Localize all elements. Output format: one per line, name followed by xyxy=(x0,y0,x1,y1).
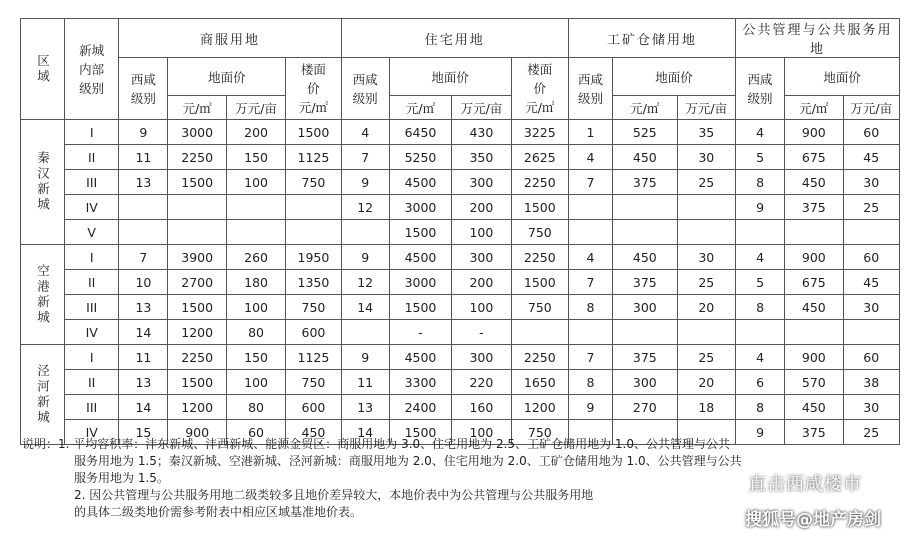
unit-header: 元/㎡ xyxy=(613,96,678,120)
value-cell: 4 xyxy=(569,145,613,170)
value-cell: 30 xyxy=(843,295,899,320)
value-cell xyxy=(569,220,613,245)
land-price-header: 地面价 xyxy=(613,58,736,96)
value-cell: 270 xyxy=(613,395,678,420)
value-cell xyxy=(286,220,341,245)
value-cell: 900 xyxy=(168,420,226,445)
value-cell: 1200 xyxy=(168,395,226,420)
value-cell xyxy=(168,220,226,245)
value-cell: 1500 xyxy=(168,370,226,395)
land-price-header: 地面价 xyxy=(785,58,900,96)
value-cell: 375 xyxy=(613,170,678,195)
value-cell: 7 xyxy=(119,245,168,270)
value-cell: 12 xyxy=(341,270,389,295)
value-cell: 5 xyxy=(735,145,784,170)
value-cell: 150 xyxy=(226,145,285,170)
level-cell: I xyxy=(65,245,119,270)
value-cell: 14 xyxy=(341,420,389,445)
level-cell: I xyxy=(65,345,119,370)
value-cell: 100 xyxy=(452,295,511,320)
level-cell: IV xyxy=(65,195,119,220)
value-cell xyxy=(168,195,226,220)
value-cell: 80 xyxy=(226,320,285,345)
value-cell: 375 xyxy=(613,270,678,295)
level-cell: III xyxy=(65,170,119,195)
value-cell: - xyxy=(389,320,451,345)
watermark-text: 直击西咸楼市 xyxy=(748,474,862,495)
value-cell: 375 xyxy=(613,345,678,370)
value-cell xyxy=(119,220,168,245)
group-commercial: 商服用地 xyxy=(119,19,341,58)
value-cell: 30 xyxy=(843,170,899,195)
value-cell: 1500 xyxy=(389,420,451,445)
unit-header: 元/㎡ xyxy=(785,96,843,120)
value-cell: 2250 xyxy=(168,145,226,170)
value-cell: 1500 xyxy=(168,295,226,320)
unit-header: 万元/亩 xyxy=(452,96,511,120)
xian-level-header: 西咸级别 xyxy=(341,58,389,120)
region-header: 区域 xyxy=(21,19,65,120)
value-cell: 45 xyxy=(843,145,899,170)
value-cell: 8 xyxy=(735,395,784,420)
value-cell: 13 xyxy=(119,370,168,395)
value-cell: 375 xyxy=(785,195,843,220)
value-cell: 900 xyxy=(785,245,843,270)
value-cell: 2400 xyxy=(389,395,451,420)
value-cell: 160 xyxy=(452,395,511,420)
value-cell: 14 xyxy=(119,395,168,420)
value-cell xyxy=(569,320,613,345)
value-cell: 4 xyxy=(735,345,784,370)
value-cell: - xyxy=(452,320,511,345)
value-cell: 38 xyxy=(843,370,899,395)
value-cell: 1200 xyxy=(511,395,568,420)
value-cell: 13 xyxy=(119,295,168,320)
value-cell: 9 xyxy=(735,420,784,445)
value-cell: 9 xyxy=(341,170,389,195)
value-cell: 9 xyxy=(119,120,168,145)
value-cell xyxy=(785,320,843,345)
value-cell: 180 xyxy=(226,270,285,295)
value-cell: 300 xyxy=(452,170,511,195)
value-cell: 100 xyxy=(226,370,285,395)
value-cell: 300 xyxy=(452,345,511,370)
value-cell xyxy=(677,220,735,245)
table-row xyxy=(21,395,900,420)
region-cell: 空港新城 xyxy=(21,245,65,345)
value-cell: 100 xyxy=(226,295,285,320)
value-cell: 100 xyxy=(226,170,285,195)
value-cell: 200 xyxy=(452,270,511,295)
value-cell: 6 xyxy=(735,370,784,395)
value-cell: 10 xyxy=(119,270,168,295)
group-public: 公共管理与公共服务用地 xyxy=(735,19,899,58)
value-cell: 100 xyxy=(452,420,511,445)
value-cell: 7 xyxy=(569,270,613,295)
unit-header: 元/㎡ xyxy=(389,96,451,120)
value-cell: 350 xyxy=(452,145,511,170)
value-cell: 200 xyxy=(452,195,511,220)
value-cell: 200 xyxy=(226,120,285,145)
level-cell: IV xyxy=(65,420,119,445)
unit-header: 万元/亩 xyxy=(677,96,735,120)
unit-header: 元/㎡ xyxy=(168,96,226,120)
value-cell xyxy=(511,320,568,345)
value-cell: 150 xyxy=(226,345,285,370)
value-cell: 1500 xyxy=(286,120,341,145)
value-cell: 300 xyxy=(613,295,678,320)
value-cell: 60 xyxy=(226,420,285,445)
table-body xyxy=(21,120,900,445)
value-cell: 1500 xyxy=(389,295,451,320)
value-cell: 750 xyxy=(286,295,341,320)
region-cell: 秦汉新城 xyxy=(21,120,65,245)
table-row xyxy=(21,245,900,270)
table-row xyxy=(21,145,900,170)
value-cell: 100 xyxy=(452,220,511,245)
value-cell xyxy=(286,195,341,220)
table-row xyxy=(21,270,900,295)
value-cell: 25 xyxy=(677,270,735,295)
value-cell: 450 xyxy=(613,145,678,170)
value-cell: 1500 xyxy=(511,270,568,295)
value-cell xyxy=(785,220,843,245)
value-cell: 4500 xyxy=(389,170,451,195)
value-cell xyxy=(735,320,784,345)
value-cell: 20 xyxy=(677,370,735,395)
table-row xyxy=(21,120,900,145)
value-cell: 14 xyxy=(119,320,168,345)
value-cell: 2250 xyxy=(168,345,226,370)
level-header: 新城内部级别 xyxy=(65,19,119,120)
value-cell: 4 xyxy=(735,120,784,145)
table-row xyxy=(21,220,900,245)
value-cell: 450 xyxy=(785,170,843,195)
unit-header: 万元/亩 xyxy=(843,96,899,120)
unit-header: 万元/亩 xyxy=(226,96,285,120)
value-cell xyxy=(677,320,735,345)
value-cell: 3000 xyxy=(168,120,226,145)
value-cell: 9 xyxy=(341,345,389,370)
value-cell: 60 xyxy=(843,245,899,270)
value-cell: 525 xyxy=(613,120,678,145)
value-cell: 1125 xyxy=(286,345,341,370)
value-cell: 30 xyxy=(677,245,735,270)
value-cell: 25 xyxy=(843,420,899,445)
value-cell: 1125 xyxy=(286,145,341,170)
value-cell: 13 xyxy=(341,395,389,420)
value-cell: 30 xyxy=(677,145,735,170)
value-cell: 570 xyxy=(785,370,843,395)
land-price-header: 地面价 xyxy=(168,58,286,96)
table-row xyxy=(21,295,900,320)
value-cell: 4 xyxy=(341,120,389,145)
value-cell: 900 xyxy=(785,120,843,145)
value-cell xyxy=(613,320,678,345)
value-cell xyxy=(735,220,784,245)
value-cell: 1500 xyxy=(511,195,568,220)
value-cell: 2625 xyxy=(511,145,568,170)
value-cell: 3000 xyxy=(389,270,451,295)
value-cell: 1500 xyxy=(168,170,226,195)
floor-price-header: 楼面价 元/㎡ xyxy=(286,58,341,120)
value-cell: 11 xyxy=(341,370,389,395)
value-cell: 35 xyxy=(677,120,735,145)
value-cell: 600 xyxy=(286,395,341,420)
table-row xyxy=(21,370,900,395)
value-cell: 13 xyxy=(119,170,168,195)
value-cell: 8 xyxy=(735,170,784,195)
value-cell: 2250 xyxy=(511,345,568,370)
value-cell: 4500 xyxy=(389,245,451,270)
table-row xyxy=(21,320,900,345)
table-row xyxy=(21,345,900,370)
note-line: 服务用地为 1.5；秦汉新城、空港新城、泾河新城：商服用地为 2.0、住宅用地为 2.0、工矿仓储用地为 1.0、公共管理与公共 xyxy=(74,454,742,468)
value-cell: 1200 xyxy=(168,320,226,345)
value-cell: 900 xyxy=(785,345,843,370)
value-cell: 7 xyxy=(341,145,389,170)
level-cell: III xyxy=(65,295,119,320)
value-cell: 5250 xyxy=(389,145,451,170)
value-cell: 15 xyxy=(119,420,168,445)
note-line: 服务用地为 1.5。 xyxy=(74,471,169,485)
value-cell: 750 xyxy=(286,170,341,195)
value-cell: 220 xyxy=(452,370,511,395)
value-cell: 25 xyxy=(677,345,735,370)
value-cell: 450 xyxy=(785,295,843,320)
region-cell: 泾河新城 xyxy=(21,345,65,445)
land-price-table xyxy=(20,18,900,445)
value-cell: 8 xyxy=(735,295,784,320)
xian-level-header: 西咸级别 xyxy=(735,58,784,120)
value-cell: 7 xyxy=(569,170,613,195)
value-cell: 300 xyxy=(613,370,678,395)
value-cell: 3300 xyxy=(389,370,451,395)
value-cell: 450 xyxy=(613,245,678,270)
note-line: 说明：1. 平均容积率：沣东新城、沣西新城、能源金贸区：商服用地为 3.0、住宅用地为 2.5、工矿仓储用地为 1.0、公共管理与公共 xyxy=(22,437,730,451)
xian-level-header: 西咸级别 xyxy=(569,58,613,120)
value-cell: 1650 xyxy=(511,370,568,395)
level-cell: I xyxy=(65,120,119,145)
value-cell: 600 xyxy=(286,320,341,345)
value-cell: 450 xyxy=(286,420,341,445)
value-cell: 750 xyxy=(511,295,568,320)
value-cell: 450 xyxy=(785,395,843,420)
value-cell: 675 xyxy=(785,145,843,170)
value-cell: 1 xyxy=(569,120,613,145)
value-cell: 7 xyxy=(569,345,613,370)
level-cell: II xyxy=(65,370,119,395)
level-cell: V xyxy=(65,220,119,245)
value-cell: 30 xyxy=(843,395,899,420)
value-cell: 6450 xyxy=(389,120,451,145)
value-cell: 14 xyxy=(341,295,389,320)
value-cell: 260 xyxy=(226,245,285,270)
value-cell: 375 xyxy=(785,420,843,445)
value-cell: 4 xyxy=(569,245,613,270)
land-price-header: 地面价 xyxy=(389,58,511,96)
table-row xyxy=(21,195,900,220)
value-cell xyxy=(226,220,285,245)
value-cell: 2250 xyxy=(511,170,568,195)
value-cell: 4500 xyxy=(389,345,451,370)
value-cell: 300 xyxy=(452,245,511,270)
value-cell: 4 xyxy=(735,245,784,270)
value-cell xyxy=(226,195,285,220)
value-cell: 11 xyxy=(119,145,168,170)
value-cell: 8 xyxy=(569,295,613,320)
level-cell: II xyxy=(65,145,119,170)
value-cell: 5 xyxy=(735,270,784,295)
value-cell: 750 xyxy=(511,220,568,245)
value-cell: 750 xyxy=(286,370,341,395)
value-cell: 11 xyxy=(119,345,168,370)
value-cell xyxy=(569,195,613,220)
level-cell: III xyxy=(65,395,119,420)
floor-price-header: 楼面价 元/㎡ xyxy=(511,58,568,120)
value-cell: 2700 xyxy=(168,270,226,295)
value-cell xyxy=(119,195,168,220)
level-cell: II xyxy=(65,270,119,295)
value-cell: 3225 xyxy=(511,120,568,145)
value-cell: 2250 xyxy=(511,245,568,270)
value-cell xyxy=(613,195,678,220)
value-cell: 60 xyxy=(843,345,899,370)
value-cell xyxy=(613,220,678,245)
value-cell: 60 xyxy=(843,120,899,145)
watermark-source: 搜狐号@地产房剑 xyxy=(745,510,881,530)
value-cell: 8 xyxy=(569,370,613,395)
value-cell xyxy=(843,220,899,245)
value-cell: 3000 xyxy=(389,195,451,220)
value-cell: 1950 xyxy=(286,245,341,270)
value-cell xyxy=(843,320,899,345)
note-line: 的具体二级类地价需参考附表中相应区域基准地价表。 xyxy=(74,505,363,519)
note-line: 2. 因公共管理与公共服务用地二级类较多且地价差异较大，本地价表中为公共管理与公共服务用地 xyxy=(74,488,594,502)
value-cell xyxy=(677,195,735,220)
xian-level-header: 西咸级别 xyxy=(119,58,168,120)
level-cell: IV xyxy=(65,320,119,345)
table-row xyxy=(21,170,900,195)
value-cell xyxy=(341,220,389,245)
value-cell: 9 xyxy=(735,195,784,220)
value-cell: 20 xyxy=(677,295,735,320)
value-cell: 25 xyxy=(677,170,735,195)
value-cell: 12 xyxy=(341,195,389,220)
value-cell: 25 xyxy=(843,195,899,220)
value-cell: 675 xyxy=(785,270,843,295)
value-cell: 18 xyxy=(677,395,735,420)
value-cell: 45 xyxy=(843,270,899,295)
value-cell: 9 xyxy=(341,245,389,270)
value-cell: 750 xyxy=(511,420,568,445)
value-cell: 430 xyxy=(452,120,511,145)
value-cell: 9 xyxy=(569,395,613,420)
value-cell: 3900 xyxy=(168,245,226,270)
value-cell: 1350 xyxy=(286,270,341,295)
group-industrial: 工矿仓储用地 xyxy=(569,19,736,58)
value-cell: 1500 xyxy=(389,220,451,245)
value-cell xyxy=(341,320,389,345)
value-cell: 80 xyxy=(226,395,285,420)
group-residential: 住宅用地 xyxy=(341,19,568,58)
